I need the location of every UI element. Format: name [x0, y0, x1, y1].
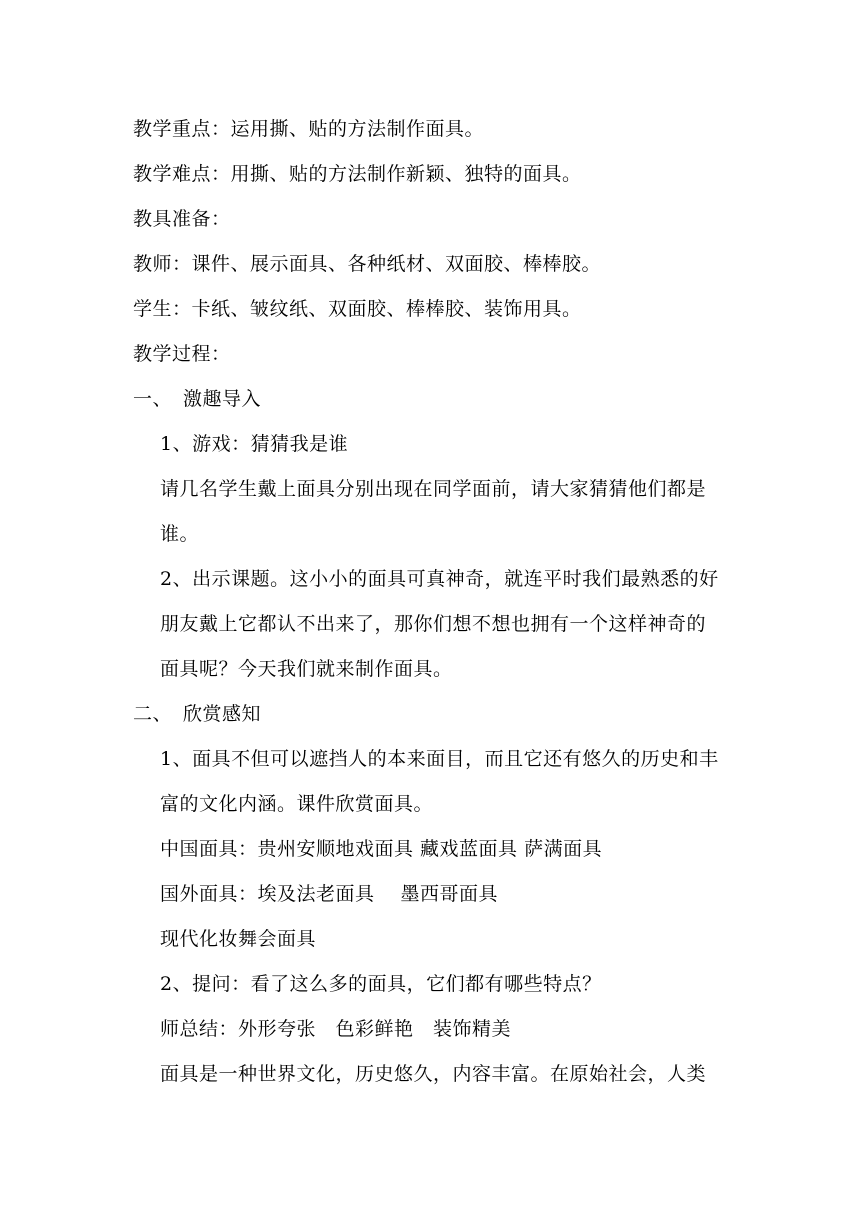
teaching-process-heading: 教学过程：	[133, 343, 231, 365]
section-title: 欣赏感知	[183, 703, 262, 725]
section-number: 二、	[133, 703, 173, 725]
teaching-difficulty-line: 教学难点：用撕、贴的方法制作新颖、独特的面具。	[133, 163, 582, 185]
section-number: 一、	[133, 388, 173, 410]
paragraph-line: 1、面具不但可以遮挡人的本来面目，而且它还有悠久的历史和丰	[160, 748, 719, 770]
paragraph-line: 谁。	[160, 523, 200, 545]
paragraph-line: 富的文化内涵。课件欣赏面具。	[160, 793, 434, 815]
section-heading-2	[133, 702, 261, 726]
section-heading-1	[133, 387, 261, 411]
paragraph-line: 朋友戴上它都认不出来了，那你们想不想也拥有一个这样神奇的	[160, 613, 707, 635]
paragraph-line: 现代化妆舞会面具	[160, 928, 317, 950]
teacher-materials-line: 教师：课件、展示面具、各种纸材、双面胶、棒棒胶。	[133, 253, 602, 275]
paragraph-line: 面具是一种世界文化，历史悠久，内容丰富。在原始社会，人类	[160, 1063, 707, 1085]
paragraph-line: 国外面具：埃及法老面具 墨西哥面具	[160, 883, 499, 905]
paragraph-line: 师总结：外形夸张 色彩鲜艳 装饰精美	[160, 1018, 512, 1040]
paragraph-line: 2、出示课题。这小小的面具可真神奇，就连平时我们最熟悉的好	[160, 568, 719, 590]
paragraph-line: 请几名学生戴上面具分别出现在同学面前，请大家猜猜他们都是	[160, 478, 707, 500]
paragraph-line: 中国面具：贵州安顺地戏面具 藏戏蓝面具 萨满面具	[160, 838, 603, 860]
paragraph-line: 面具呢？今天我们就来制作面具。	[160, 658, 453, 680]
section-title: 激趣导入	[183, 388, 262, 410]
paragraph-line: 1、游戏：猜猜我是谁	[160, 433, 349, 455]
paragraph-line: 2、提问：看了这么多的面具，它们都有哪些特点？	[160, 973, 602, 995]
student-materials-line: 学生：卡纸、皱纹纸、双面胶、棒棒胶、装饰用具。	[133, 298, 582, 320]
teaching-focus-line: 教学重点：运用撕、贴的方法制作面具。	[133, 118, 485, 140]
teaching-aids-heading: 教具准备：	[133, 208, 231, 230]
